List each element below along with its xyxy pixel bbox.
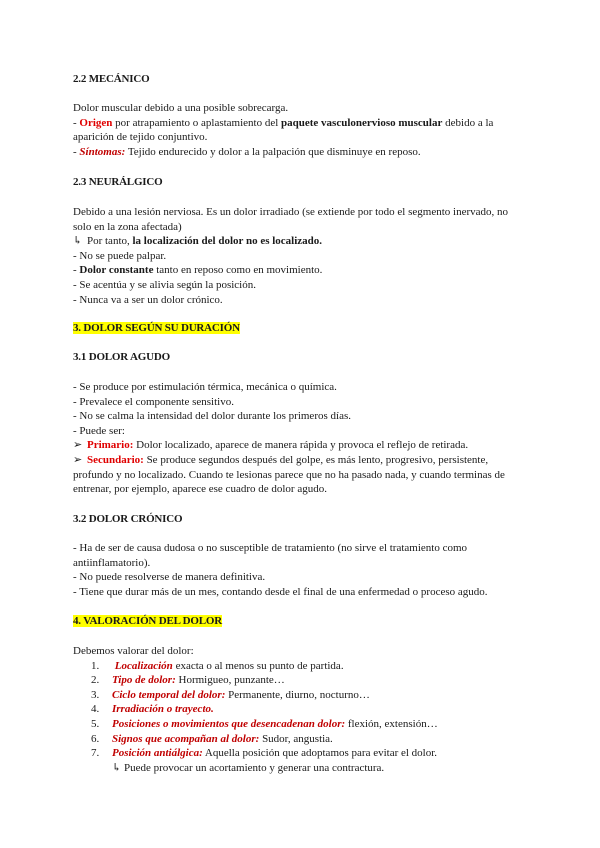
list-item: - No se calma la intensidad del dolor durante los primeros días. <box>73 410 351 423</box>
list-item: 7. Posición antiálgica: Aquella posición que adoptamos para evitar el dolor. <box>91 747 438 760</box>
heading-3 <box>73 321 528 336</box>
sub-note: ↳ Por tanto, la localización del dolor no es localizado. <box>73 235 323 248</box>
section-2-2-body <box>73 101 528 159</box>
list-item: 4. Irradiación o trayecto. <box>91 703 214 716</box>
section-4-body <box>73 644 528 775</box>
list-item: - Prevalece el componente sensitivo. <box>73 395 234 408</box>
highlighted-heading: 3. DOLOR SEGÚN SU DURACIÓN <box>73 322 240 334</box>
sub-arrow-icon: ↳ <box>73 235 83 248</box>
heading-3-1: 3.1 DOLOR AGUDO <box>73 351 170 363</box>
arrow-bullet-icon: ➢ <box>73 453 83 466</box>
list-item: - Ha de ser de causa dudosa o no susceptible de tratamiento (no sirve el tratamiento como antiinflamatorio). <box>73 542 468 569</box>
sub-arrow-icon: ↳ <box>112 761 122 774</box>
list-item: - Dolor constante tanto en reposo como en movimiento. <box>73 264 323 277</box>
valoracion-list <box>73 659 528 776</box>
sub-note: ↳ Puede provocar un acortamiento y generar una contractura. <box>112 761 385 774</box>
paragraph: Debido a una lesión nerviosa. Es un dolor irradiado (se extiende por todo el segmento inervado, no solo en la zona afectada) <box>73 206 508 233</box>
list-item: - Tiene que durar más de un mes, contando desde el final de una enfermedad o proceso agudo. <box>73 585 488 598</box>
list-item: - Nunca va a ser un dolor crónico. <box>73 293 223 306</box>
heading-2-2: 2.2 MECÁNICO <box>73 73 150 85</box>
list-item: - No se puede palpar. <box>73 249 167 262</box>
paragraph-sintomas: - Síntomas: Tejido endurecido y dolor a la palpación que disminuye en reposo. <box>73 145 421 158</box>
heading-2-3: 2.3 NEURÁLGICO <box>73 176 163 188</box>
list-item: 6. Signos que acompañan al dolor: Sudor, angustia. <box>91 732 333 745</box>
section-3-1-body <box>73 380 528 497</box>
paragraph: Debemos valorar del dolor: <box>73 645 194 657</box>
heading-3-2: 3.2 DOLOR CRÓNICO <box>73 513 183 525</box>
list-item: 3. Ciclo temporal del dolor: Permanente, diurno, nocturno… <box>91 688 370 701</box>
highlighted-heading: 4. VALORACIÓN DEL DOLOR <box>73 615 223 627</box>
bullet-primario: ➢ Primario: Dolor localizado, aparece de manera rápida y provoca el reflejo de retirada. <box>73 439 469 452</box>
list-item: - Se produce por estimulación térmica, mecánica o química. <box>73 381 337 393</box>
list-item: 2. Tipo de dolor: Hormigueo, punzante… <box>91 674 285 687</box>
arrow-bullet-icon: ➢ <box>73 439 83 452</box>
list-item: - Se acentúa y se alivia según la posición. <box>73 278 256 291</box>
list-item: - Puede ser: <box>73 424 125 437</box>
origen-label: Origen <box>79 116 113 129</box>
sintomas-label: Síntomas: <box>79 145 126 158</box>
list-item: 1. Localización exacta o al menos su punto de partida. <box>91 659 344 672</box>
list-item: - No puede resolverse de manera definitiva. <box>73 571 266 584</box>
list-item: 5. Posiciones o movimientos que desencadenan dolor: flexión, extensión… <box>91 717 438 730</box>
section-3-2-body <box>73 541 528 599</box>
heading-4 <box>73 614 528 629</box>
paragraph: Dolor muscular debido a una posible sobrecarga. <box>73 102 289 114</box>
bullet-secundario: ➢ Secundario: Se produce segundos después del golpe, es más lento, progresivo, persistente, profundo y no localizado. Cuando te lesionas parece que no ha pasado nada, y cuando terminas de entrenar, por ejemplo, aparece ese cuadro de dolor agudo. <box>73 453 505 496</box>
section-2-3-body <box>73 205 528 307</box>
paragraph-origen: - Origen por atrapamiento o aplastamiento del paquete vasculonervioso muscular debido a la aparición de tejido conjuntivo. <box>73 116 494 144</box>
